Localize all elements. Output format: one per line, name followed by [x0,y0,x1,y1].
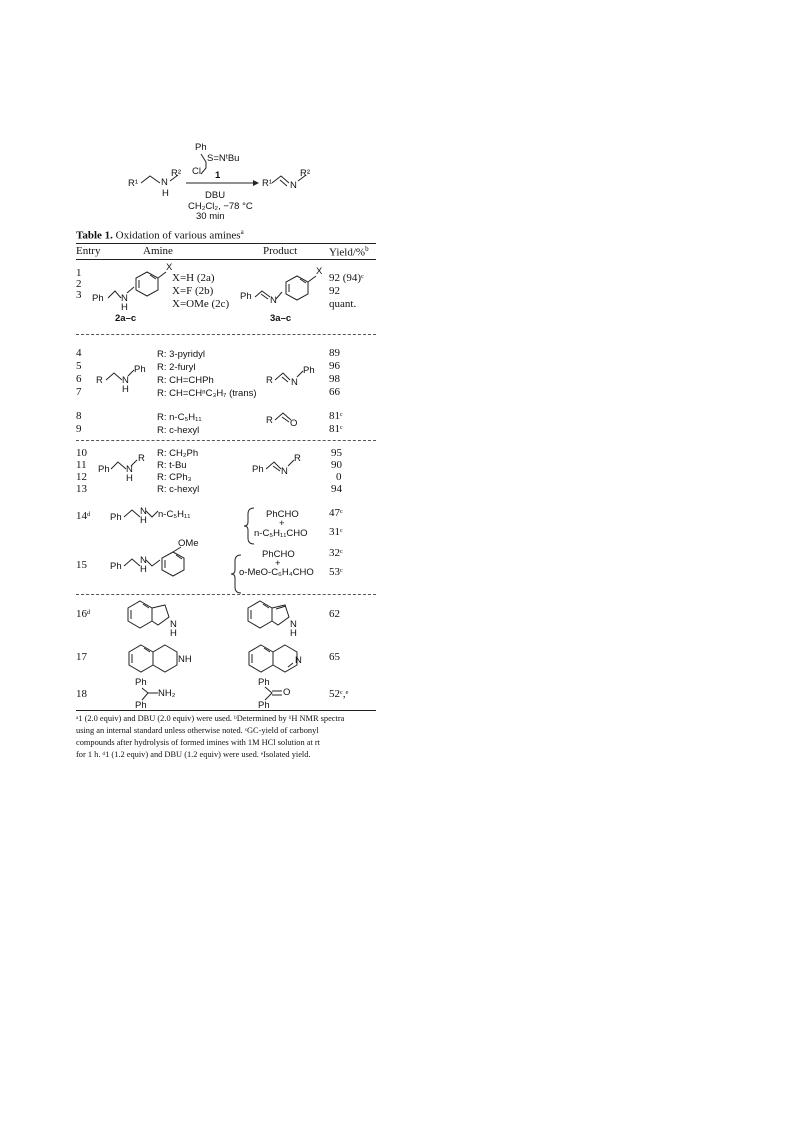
reagent-chloride: Cl [192,166,201,177]
substituent: R: 3-pyridyl [157,349,206,360]
amine-ph-label: Ph [92,293,104,304]
entry-number: 16ᵈ [76,608,91,620]
entry-number: 12 [76,471,87,483]
substituent: X=OMe (2c) [172,298,230,310]
section-divider [76,334,376,335]
group4-yields [331,447,342,495]
entry-number: 11 [76,459,87,471]
yield-value: 89 [329,347,340,359]
entry-number: 7 [76,386,82,398]
yield-value: 90 [331,459,342,471]
reagent-sulfinimidoyl: S=NᵗBu [207,153,240,164]
amine-ph-label: Ph [135,677,147,688]
header-amine: Amine [143,245,173,257]
substituent: R: CH=CHPh [157,375,214,386]
amine-n-label: N [140,506,147,517]
yield-value: 62 [329,608,340,620]
product-r-label: R [266,415,273,426]
amine-nh-label: NH [178,654,192,665]
amine-h-label: H [122,384,129,395]
entry-number: 5 [76,360,82,372]
amine-methoxy-label: OMe [178,538,199,549]
product-aldehyde-2: o-MeO-C₆H₄CHO [239,567,314,578]
entry-number: 17 [76,651,87,663]
entry-number: 10 [76,447,87,459]
amine-x-label: X [166,262,173,273]
group1-entries [76,268,82,301]
substituent: R: c-hexyl [157,425,200,436]
yield-value: 32ᶜ [329,547,343,559]
entry-number: 18 [76,688,87,700]
substituent: R: c-hexyl [157,484,200,495]
group3-entries [76,410,82,436]
product-n-label: N [281,466,288,477]
amine-h-label: H [140,515,147,526]
yield-value: 52ᶜ,ᵉ [329,688,349,700]
table-bottom-rule [76,710,376,711]
footnote-line: compounds after hydrolysis of formed imines with 1M HCl solution at rt [76,738,321,747]
entry-number: 8 [76,410,82,422]
group4-substituents [157,448,199,496]
substituent: X=H (2a) [172,272,215,284]
group2-yields [329,347,340,399]
substituent: R: 2-furyl [157,362,196,373]
reactant-r2: R² [171,168,182,179]
header-yield-label: Yield/% [329,246,366,259]
header-product: Product [263,245,298,257]
amine-r-label: R [138,453,145,464]
entry-number: 6 [76,373,82,385]
substituent: R: n-C₅H₁₁ [157,412,202,423]
amine-ph-label: Ph [110,561,122,572]
amine-n-label: N [140,555,147,566]
amine-nh2-label: NH₂ [158,688,176,699]
yield-value: 65 [329,651,340,663]
header-yield-note: b [365,245,369,253]
amine-ph-label: Ph [135,700,147,711]
yield-value: 47ᶜ [329,507,343,519]
yield-value: 96 [329,360,340,372]
yield-value: 0 [336,471,342,483]
footnote-line: using an internal standard unless otherwise noted. ᶜGC-yield of carbonyl [76,726,319,735]
table-label: Table 1. [76,229,113,242]
product-n-label: N [270,295,277,306]
group1-yields [329,272,364,311]
product-ph-label: Ph [258,700,270,711]
entry-number: 9 [76,423,82,435]
entry-number: 2 [76,278,82,290]
condition-base: DBU [205,190,226,201]
amine-ph-label: Ph [110,512,122,523]
product-n-label: N [291,377,298,388]
section-divider [76,594,376,595]
entry-number: 14ᵈ [76,510,91,522]
table-footnotes [76,713,344,761]
amine-h-label: H [140,564,147,575]
product-h-label: H [290,628,297,639]
reactant-n: N [161,177,168,188]
amine-compound-label: 2a–c [115,313,137,324]
yield-value: 31ᶜ [329,526,343,538]
entry-number: 15 [76,559,87,571]
header-entry: Entry [76,245,101,257]
amine-n-label: N [170,619,177,630]
amine-r-label: R [96,375,103,386]
entry-number: 3 [76,289,82,301]
product-x-label: X [316,266,323,277]
condition-time: 30 min [196,211,225,222]
yield-value: 94 [331,483,342,495]
group3-yields [329,410,343,436]
group2-entries [76,347,82,399]
product-n-label: N [295,655,302,666]
table-title: Oxidation of various amines [115,229,241,242]
entry-number: 1 [76,267,82,279]
product-ph-label: Ph [252,464,264,475]
substituent: R: CH₂Ph [157,448,199,459]
product-n-label: N [290,619,297,630]
product-aldehyde-1: PhCHO [262,549,295,560]
product-plus: + [279,518,285,529]
yield-value: 66 [329,386,340,398]
amine-n-label: N [122,375,129,386]
amine-alkyl-label: n-C₅H₁₁ [158,509,191,520]
amine-h-label: H [170,628,177,639]
product-o-label: O [283,687,291,698]
section-divider [76,440,376,441]
yield-value: 95 [331,447,342,459]
substituent: R: CPh₃ [157,472,192,483]
product-n: N [290,180,297,191]
yield-value: 53ᶜ [329,566,343,578]
reagent-ph: Ph [195,142,207,153]
product-ph-label: Ph [258,677,270,688]
footnote-line: ᵃ1 (2.0 equiv) and DBU (2.0 equiv) were used. ᵇDetermined by ¹H NMR spectra [76,714,345,723]
yield-value: 92 (94)ᶜ [329,272,364,284]
product-r-label: R [294,453,301,464]
product-aldehyde-1: PhCHO [266,509,299,520]
condition-solvent: CH₂Cl₂, −78 °C [188,201,253,212]
group1-substituents [172,272,229,311]
yield-value: quant. [329,298,357,310]
product-o-label: O [290,418,298,429]
yield-value: 92 [329,285,340,297]
yield-value: 81ᶜ [329,410,343,422]
group3-substituents [157,411,202,437]
entry-number: 4 [76,347,82,359]
group2-substituents [157,348,257,400]
amine-ph-label: Ph [98,464,110,475]
amine-n-label: N [121,293,128,304]
amine-ph-label: Ph [134,364,146,375]
product-ph-label: Ph [303,365,315,376]
product-compound-label: 3a–c [270,313,292,324]
group4-entries [76,447,87,495]
product-ph-label: Ph [240,291,252,302]
product-r1: R¹ [262,178,273,189]
reactant-r1: R¹ [128,178,139,189]
reagent-number: 1 [215,170,221,181]
product-r-label: R [266,375,273,386]
substituent: R: t-Bu [157,460,187,471]
footnote-line: for 1 h. ᵈ1 (1.2 equiv) and DBU (1.2 equiv) were used. ᵉIsolated yield. [76,750,311,759]
substituent: R: CH=CHⁿC₃H₇ (trans) [157,388,257,399]
amine-n-label: N [126,464,133,475]
amine-h-label: H [126,473,133,484]
product-plus: + [275,558,281,569]
reactant-h: H [162,188,169,199]
product-aldehyde-2: n-C₅H₁₁CHO [254,528,308,539]
product-r2: R² [300,168,311,179]
table-title-note: a [240,228,244,236]
yield-value: 81ᶜ [329,423,343,435]
entry-number: 13 [76,483,87,495]
substituent: X=F (2b) [172,285,214,297]
yield-value: 98 [329,373,340,385]
amine-h-label: H [121,302,128,313]
